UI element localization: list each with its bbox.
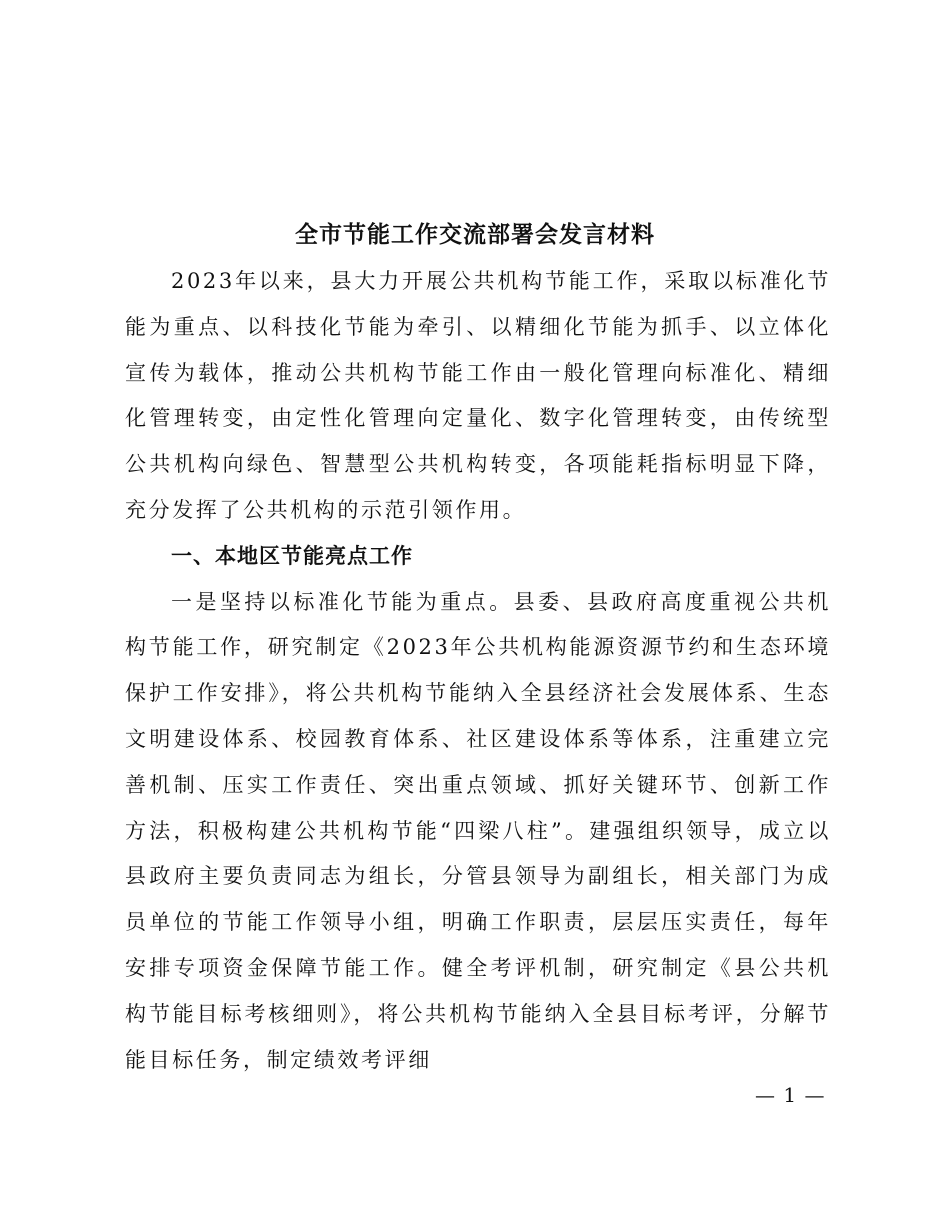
section-paragraph: 一是坚持以标准化节能为重点。县委、县政府高度重视公共机构节能工作，研究制定《2023年公共机构能源资源节约和生态环境保护工作安排》，将公共机构节能纳入全县经济社会发展体系、生态文明建设体系、校园教育体系、社区建设体系等体系，注重建立完善机制、压实工作责任、突出重点领域、抓好关键环节、创新工作方法，积极构建公共机构节能“四梁八柱”。建强组织领导，成立以县政府主要负责同志为组长，分管县领导为副组长，相关部门为成员单位的节能工作领导小组，明确工作职责，层层压实责任，每年安排专项资金保障节能工作。健全考评机制，研究制定《县公共机构节能目标考核细则》，将公共机构节能纳入全县目标考评，分解节能目标任务，制定绩效考评细 bbox=[125, 589, 831, 1072]
document-title: 全市节能工作交流部署会发言材料 bbox=[295, 221, 655, 248]
intro-paragraph: 2023年以来，县大力开展公共机构节能工作，采取以标准化节能为重点、以科技化节能为牵引、以精细化节能为抓手、以立体化宣传为载体，推动公共机构节能工作由一般化管理向标准化、精细化管理转变，由定性化管理向定量化、数字化管理转变，由传统型公共机构向绿色、智慧型公共机构转变，各项能耗指标明显下降，充分发挥了公共机构的示范引领作用。 bbox=[125, 269, 831, 522]
page-number: — 1 — bbox=[755, 1083, 826, 1107]
document-body bbox=[125, 259, 831, 1083]
section-heading: 一、本地区节能亮点工作 bbox=[171, 543, 413, 568]
